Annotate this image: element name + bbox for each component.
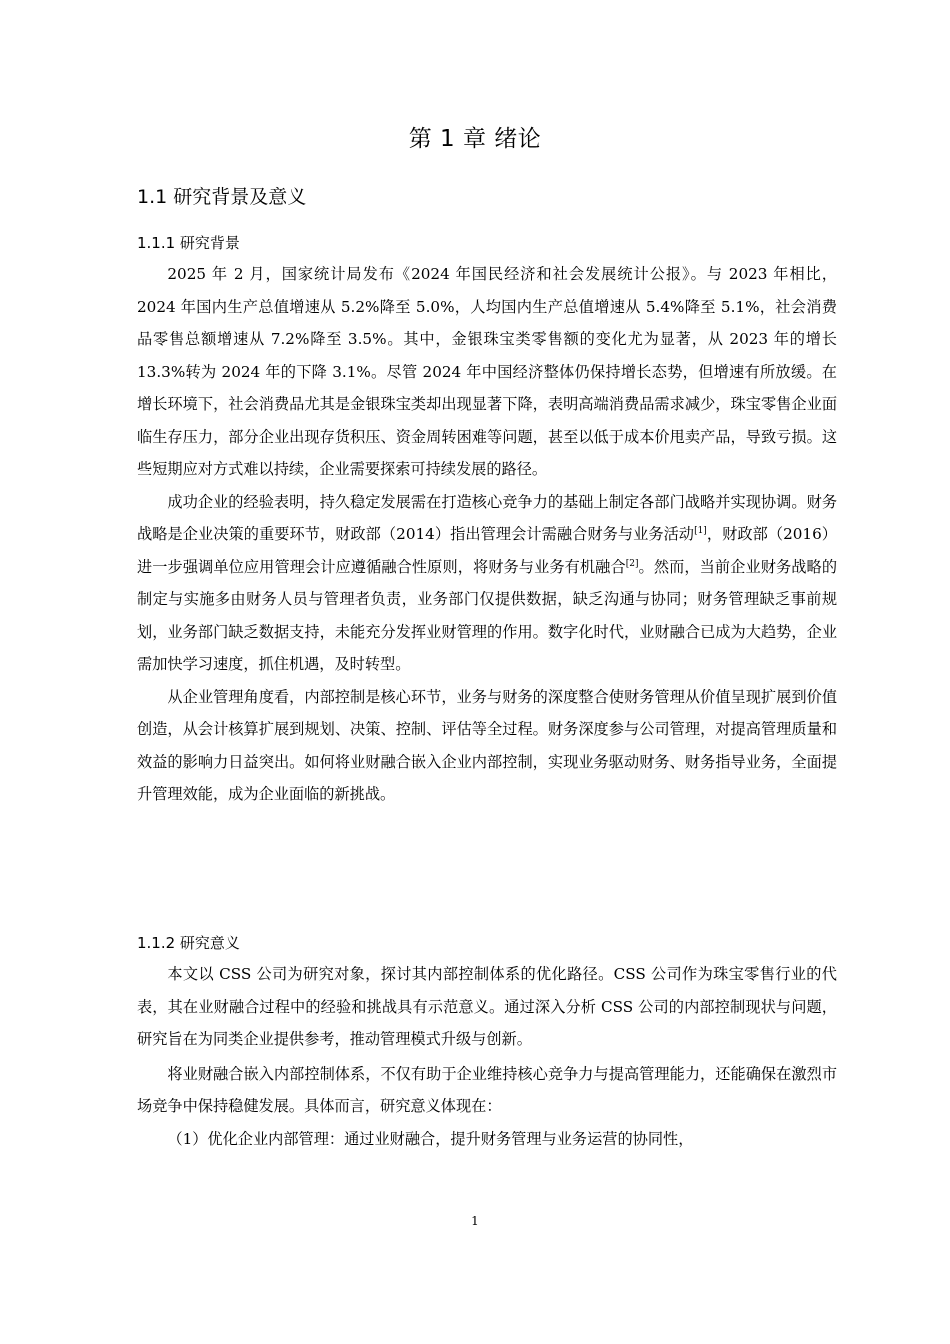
significance-body: [137, 958, 837, 1155]
subsection-title-significance: 1.1.2 研究意义: [137, 934, 240, 952]
subsection-title-background: 1.1.1 研究背景: [137, 234, 240, 252]
chapter-title: 第 1 章 绪论: [408, 126, 542, 152]
paragraph: （1）优化企业内部管理：通过业财融合，提升财务管理与业务运营的协同性，: [167, 1129, 694, 1148]
background-body: [137, 258, 837, 811]
page-number: 1: [471, 1214, 479, 1228]
paragraph: 2025 年 2 月，国家统计局发布《2024 年国民经济和社会发展统计公报》。与 2023 年相比，2024 年国内生产总值增速从 5.2%降至 5.0%，人均国内生产总值增速从 5.4%降至 5.1%，社会消费品零售总额增速从 7.2%降至 3.5%。其中，金银珠宝类零售额的变化尤为显著，从 2023 年的增长 13.3%转为 2024 年的下降 3.1%。尽管 2024 年中国经济整体仍保持增长态势，但增速有所放缓。在增长环境下，社会消费品尤其是金银珠宝类却出现显著下降，表明高端消费品需求减少，珠宝零售企业面临生存压力，部分企业出现存货积压、资金周转困难等问题，甚至以低于成本价甩卖产品，导致亏损。这些短期应对方式难以持续，企业需要探索可持续发展的路径。: [137, 265, 837, 478]
text-span: 成功企业的经验表明，持久稳定发展需在打造核心竞争力的基础上制定各部门战略并实现协调。财务战略是企业决策的重要环节，财政部（2014）指出管理会计需融合财务与业务活动: [137, 492, 837, 543]
citation-ref: [1]: [694, 525, 707, 536]
paragraph: 将业财融合嵌入内部控制体系，不仅有助于企业维持核心竞争力与提高管理能力，还能确保在激烈市场竞争中保持稳健发展。具体而言，研究意义体现在：: [137, 1064, 837, 1115]
citation-ref: [2]: [625, 558, 639, 569]
section-title: 1.1 研究背景及意义: [137, 186, 307, 208]
paragraph: 本文以 CSS 公司为研究对象，探讨其内部控制体系的优化路径。CSS 公司作为珠宝零售行业的代表，其在业财融合过程中的经验和挑战具有示范意义。通过深入分析 CSS 公司的内部控制现状与问题，研究旨在为同类企业提供参考，推动管理模式升级与创新。: [137, 965, 837, 1048]
paragraph: [137, 486, 837, 681]
text-span: 。然而，当前企业财务战略的制定与实施多由财务人员与管理者负责，业务部门仅提供数据，缺乏沟通与协同；财务管理缺乏事前规划，业务部门缺乏数据支持，未能充分发挥业财管理的作用。数字化时代，业财融合已成为大趋势，企业需加快学习速度，抓住机遇，及时转型。: [137, 557, 838, 673]
text-span: ，财政部（2016）进一步强调单位应用管理会计应遵循融合性原则，将财务与业务有机融合: [137, 525, 837, 576]
paragraph: 从企业管理角度看，内部控制是核心环节，业务与财务的深度整合使财务管理从价值呈现扩展到价值创造，从会计核算扩展到规划、决策、控制、评估等全过程。财务深度参与公司管理，对提高管理质量和效益的影响力日益突出。如何将业财融合嵌入企业内部控制，实现业务驱动财务、财务指导业务，全面提升管理效能，成为企业面临的新挑战。: [137, 687, 837, 803]
